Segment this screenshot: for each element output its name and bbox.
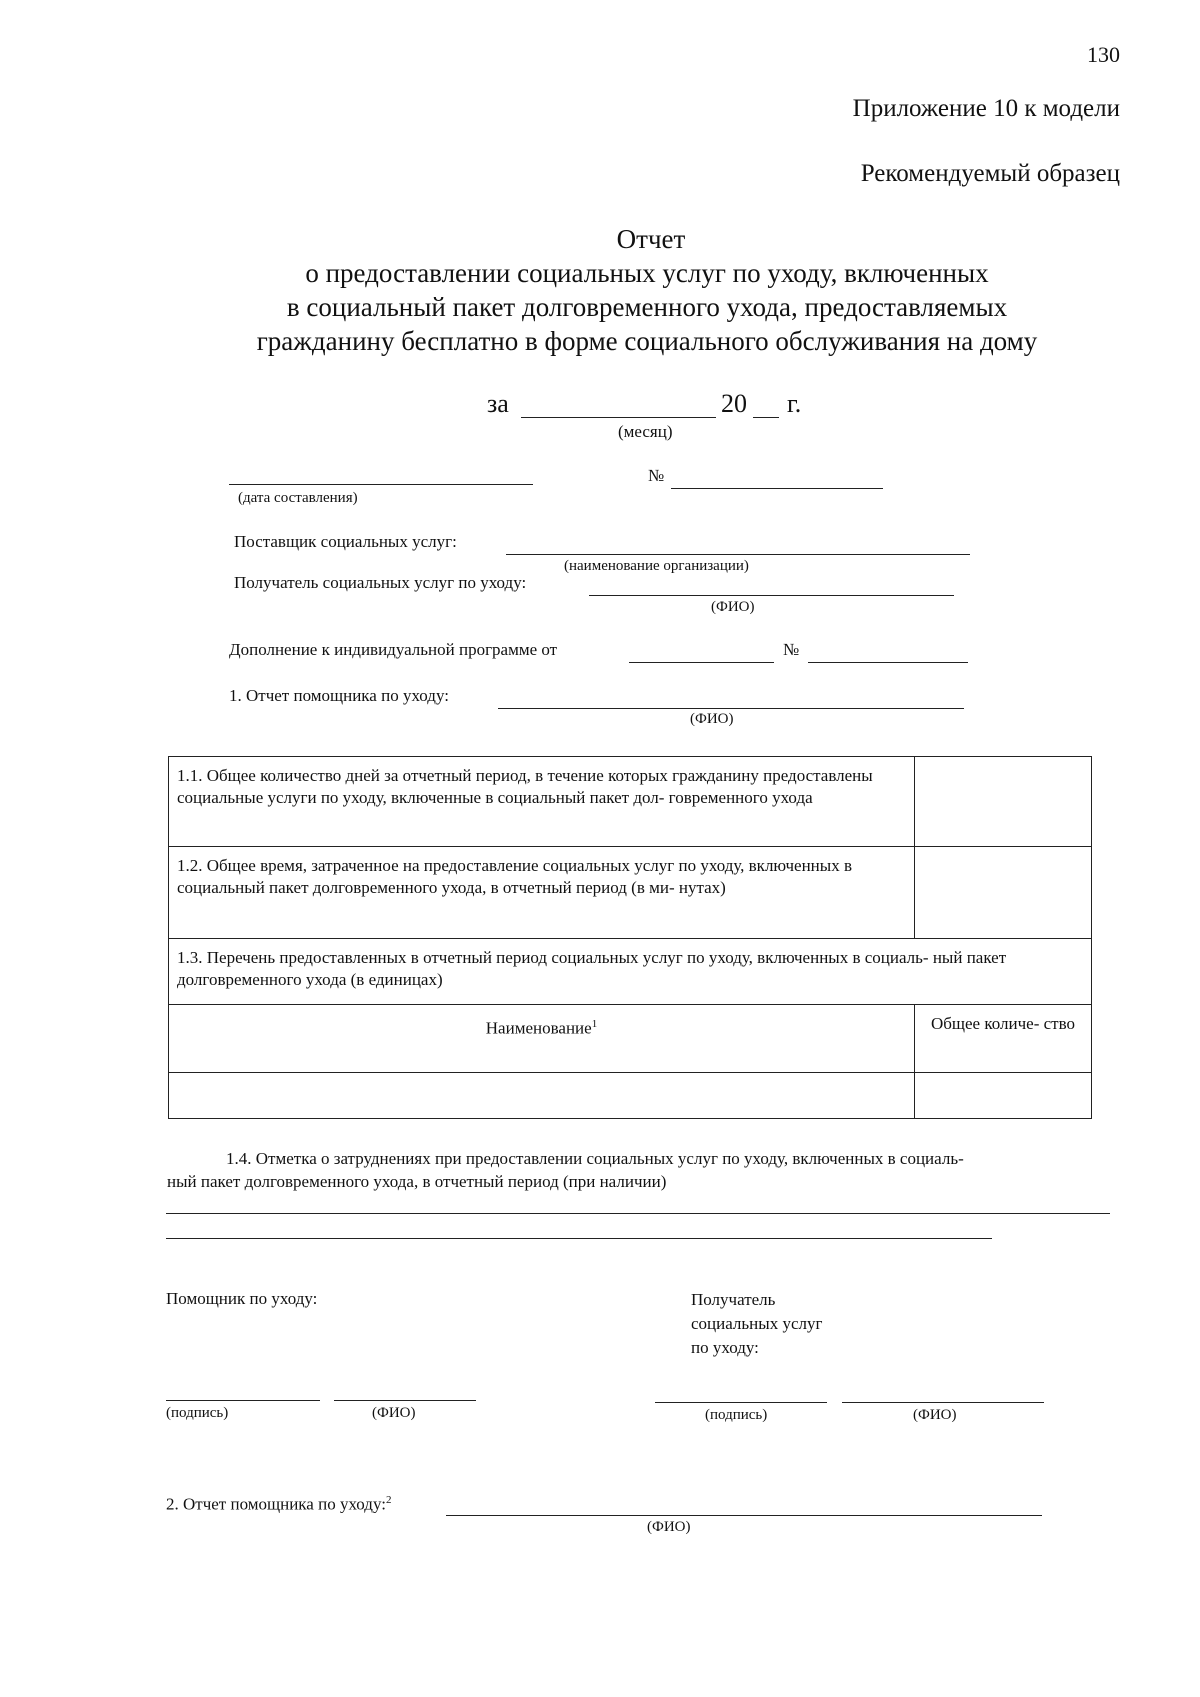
assistant-fio-caption: (ФИО) xyxy=(372,1405,416,1421)
service-name-cell[interactable] xyxy=(169,1073,915,1119)
row-days-label: 1.1. Общее количество дней за отчетный период, в течение которых гражданину предоставлены социальные услуги по уходу, включенные в социальный пакет дол- говременного ухода xyxy=(169,757,915,847)
date-caption: (дата составления) xyxy=(238,490,358,506)
period-year: 20 xyxy=(721,389,747,418)
addition-number-field[interactable] xyxy=(808,662,968,663)
difficulties-label-part1: 1.4. Отметка о затруднениях при предоставлении социальных услуг по уходу, включенных в социаль- xyxy=(226,1149,964,1168)
report2-assistant-field[interactable] xyxy=(446,1515,1042,1516)
difficulties-line-2[interactable] xyxy=(166,1238,992,1239)
recipient-signature-caption: (подпись) xyxy=(705,1407,768,1423)
service-qty-cell[interactable] xyxy=(915,1073,1092,1119)
assistant-signature-caption: (подпись) xyxy=(166,1405,229,1421)
recipient-signature-field[interactable] xyxy=(655,1402,827,1403)
sample-label: Рекомендуемый образец xyxy=(860,160,1120,187)
doc-number-field[interactable] xyxy=(671,488,883,489)
recipient-sign-label-2: социальных услуг xyxy=(691,1314,823,1333)
recipient-field[interactable] xyxy=(589,595,954,596)
recipient-fio-field[interactable] xyxy=(842,1402,1044,1403)
col-name-header xyxy=(169,1005,915,1073)
row-services-label: 1.3. Перечень предоставленных в отчетный период социальных услуг по уходу, включенных в социаль- ный пакет долговременного ухода (в единицах) xyxy=(169,939,1092,1005)
col-qty-header: Общее количе- ство xyxy=(915,1005,1092,1073)
difficulties-label-part2: ный пакет долговременного ухода, в отчетный период (при наличии) xyxy=(167,1172,667,1191)
doc-title-line2: о предоставлении социальных услуг по уходу, включенных xyxy=(305,258,989,288)
addition-label: Дополнение к индивидуальной программе от xyxy=(229,640,558,659)
provider-label: Поставщик социальных услуг: xyxy=(234,532,457,551)
doc-title-line3: в социальный пакет долговременного ухода, предоставляемых xyxy=(286,292,1008,322)
period-prefix: за xyxy=(487,389,509,418)
row-time-value[interactable] xyxy=(915,847,1092,939)
row-time-label: 1.2. Общее время, затраченное на предоставление социальных услуг по уходу, включенных в социальный пакет долговременного ухода, в отчетный период (в ми- нутах) xyxy=(169,847,915,939)
recipient-fio-caption: (ФИО) xyxy=(913,1407,957,1423)
appendix-label: Приложение 10 к модели xyxy=(852,95,1120,122)
month-field[interactable] xyxy=(521,417,716,418)
difficulties-line-1[interactable] xyxy=(166,1213,1110,1214)
report1-caption: (ФИО) xyxy=(690,711,734,727)
footnote-2-marker: 2 xyxy=(385,1494,392,1506)
date-field[interactable] xyxy=(229,484,533,485)
report1-label: 1. Отчет помощника по уходу: xyxy=(229,686,449,705)
recipient-caption: (ФИО) xyxy=(711,599,755,615)
assistant-signature-field[interactable] xyxy=(166,1400,320,1401)
month-caption: (месяц) xyxy=(618,422,673,441)
assistant-sign-label: Помощник по уходу: xyxy=(166,1289,318,1308)
page-number: 130 xyxy=(1087,42,1120,67)
doc-title-line4: гражданину бесплатно в форме социального обслуживания на дому xyxy=(256,326,1038,356)
recipient-label: Получатель социальных услуг по уходу: xyxy=(234,573,527,592)
report-table xyxy=(168,756,1092,1119)
report2-caption: (ФИО) xyxy=(647,1519,691,1535)
period-suffix: г. xyxy=(787,389,802,418)
doc-title: Отчет xyxy=(616,224,686,254)
provider-field[interactable] xyxy=(506,554,970,555)
col-name-text: Наименование xyxy=(485,1018,592,1038)
row-days-value[interactable] xyxy=(915,757,1092,847)
addition-number-sign: № xyxy=(783,640,800,659)
report1-assistant-field[interactable] xyxy=(498,708,964,709)
recipient-sign-label-1: Получатель xyxy=(691,1290,776,1309)
footnote-1-marker: 1 xyxy=(591,1018,598,1030)
report2-label xyxy=(166,1494,391,1515)
provider-caption: (наименование организации) xyxy=(564,558,749,574)
report2-label-text: 2. Отчет помощника по уходу: xyxy=(166,1494,386,1514)
year-field[interactable] xyxy=(753,417,779,418)
addition-date-field[interactable] xyxy=(629,662,774,663)
assistant-fio-field[interactable] xyxy=(334,1400,476,1401)
number-sign: № xyxy=(648,466,665,485)
recipient-sign-label-3: по уходу: xyxy=(691,1338,759,1357)
